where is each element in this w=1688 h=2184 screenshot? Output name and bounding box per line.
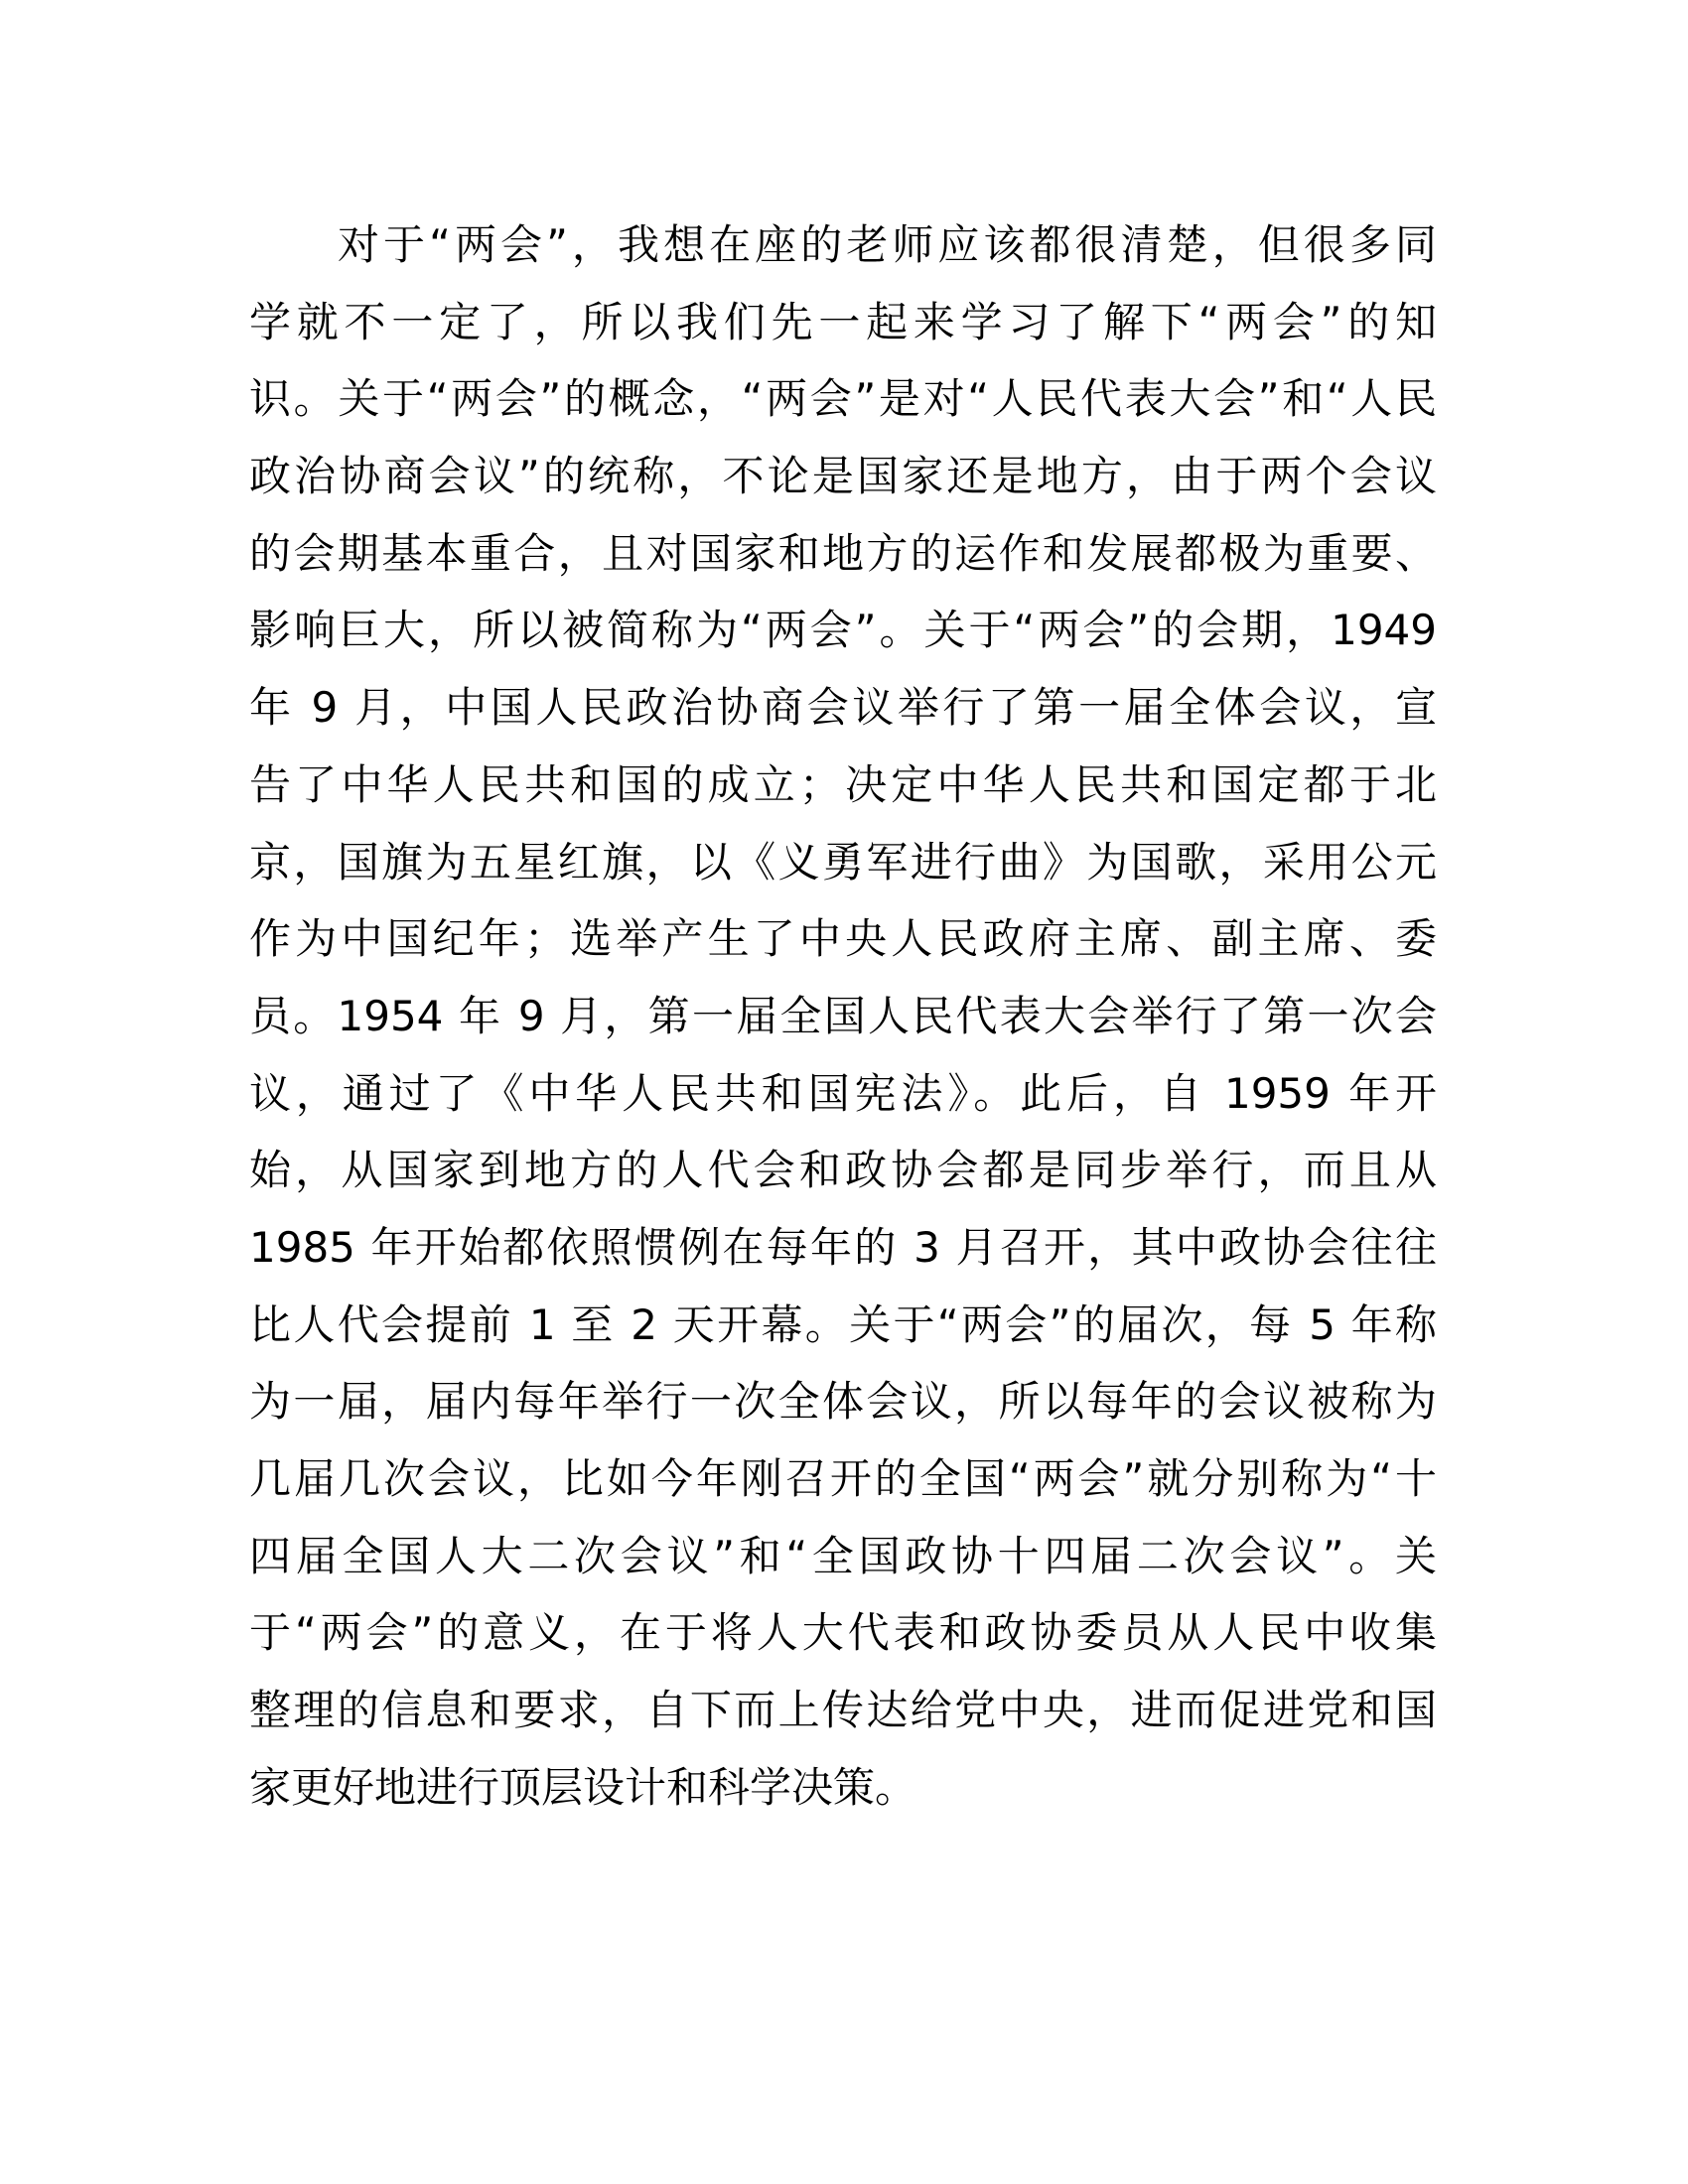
paragraph-line: 始，从国家到地方的人代会和政协会都是同步举行，而且从: [249, 1146, 1437, 1195]
paragraph-line: 影响巨大，所以被简称为“两会”。关于“两会”的会期，1949: [249, 606, 1437, 655]
paragraph-line: 几届几次会议，比如今年刚召开的全国“两会”就分别称为“十: [249, 1454, 1437, 1503]
paragraph-line: 学就不一定了，所以我们先一起来学习了解下“两会”的知: [249, 297, 1437, 346]
paragraph-line: 对于“两会”，我想在座的老师应该都很清楚，但很多同: [338, 220, 1437, 269]
paragraph-line: 京，国旗为五星红旗，以《义勇军进行曲》为国歌，采用公元: [249, 837, 1437, 887]
paragraph-line: 比人代会提前 1 至 2 天开幕。关于“两会”的届次，每 5 年称: [249, 1299, 1437, 1349]
paragraph-line: 年 9 月，中国人民政治协商会议举行了第一届全体会议，宣: [249, 683, 1437, 733]
paragraph-line: 作为中国纪年；选举产生了中央人民政府主席、副主席、委: [249, 914, 1437, 964]
body-paragraph: [249, 210, 1437, 1830]
paragraph-line: 的会期基本重合，且对国家和地方的运作和发展都极为重要、: [249, 528, 1437, 578]
paragraph-line: 1985 年开始都依照惯例在每年的 3 月召开，其中政协会往往: [249, 1222, 1437, 1272]
paragraph-line: 整理的信息和要求，自下而上传达给党中央，进而促进党和国: [249, 1686, 1437, 1735]
paragraph-line: 于“两会”的意义，在于将人大代表和政协委员从人民中收集: [249, 1608, 1437, 1658]
paragraph-line: 议，通过了《中华人民共和国宪法》。此后，自 1959 年开: [249, 1068, 1437, 1118]
paragraph-line: 员。1954 年 9 月，第一届全国人民代表大会举行了第一次会: [249, 991, 1437, 1040]
paragraph-line: 四届全国人大二次会议”和“全国政协十四届二次会议”。关: [249, 1531, 1437, 1580]
paragraph-line: 告了中华人民共和国的成立；决定中华人民共和国定都于北: [249, 759, 1437, 809]
paragraph-line: 为一届，届内每年举行一次全体会议，所以每年的会议被称为: [249, 1377, 1437, 1427]
paragraph-line: 家更好地进行顶层设计和科学决策。: [249, 1762, 917, 1812]
paragraph-line: 政治协商会议”的统称，不论是国家还是地方，由于两个会议: [249, 452, 1437, 501]
paragraph-line: 识。关于“两会”的概念，“两会”是对“人民代表大会”和“人民: [249, 374, 1437, 424]
